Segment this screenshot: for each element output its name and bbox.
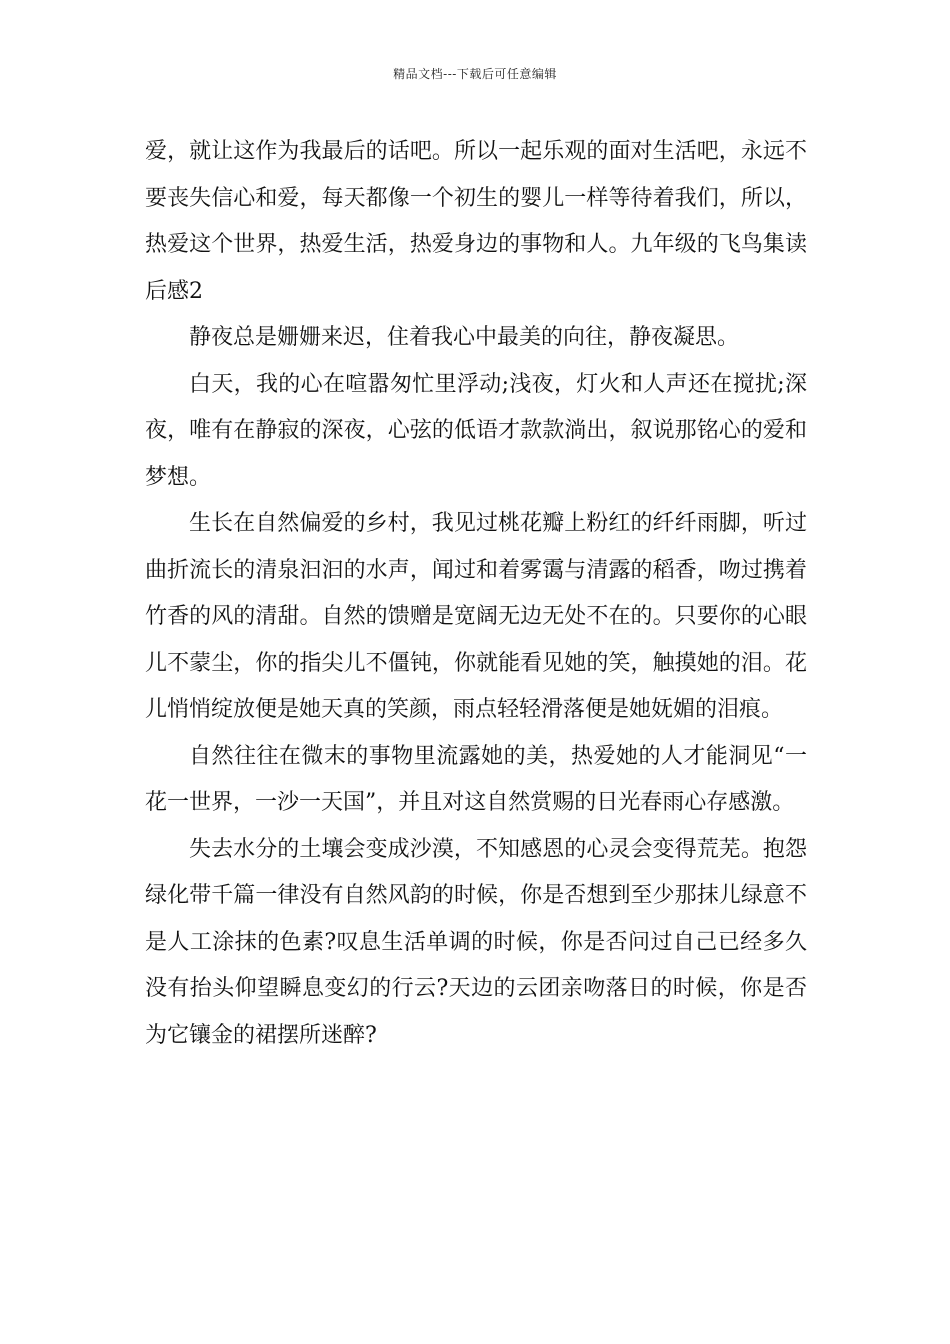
paragraph: 白天，我的心在喧嚣匆忙里浮动;浅夜，灯火和人声还在搅扰;深夜，唯有在静寂的深夜，心弦的低语才款款淌出，叙说那铭心的爱和梦想。 bbox=[145, 371, 807, 490]
page-header: 精品文档---下载后可任意编辑 bbox=[393, 67, 557, 81]
paragraph: 生长在自然偏爱的乡村，我见过桃花瓣上粉红的纤纤雨脚，听过曲折流长的清泉汩汩的水声，闻过和着雾霭与清露的稻香，吻过携着竹香的风的清甜。自然的馈赠是宽阔无边无处不在的。只要你的心眼儿不蒙尘，你的指尖儿不僵钝，你就能看见她的笑，触摸她的泪。花儿悄悄绽放便是她天真的笑颜，雨点轻轻滑落便是她妩媚的泪痕。 bbox=[145, 511, 807, 722]
paragraph: 爱，就让这作为我最后的话吧。所以一起乐观的面对生活吧，永远不要丧失信心和爱，每天都像一个初生的婴儿一样等待着我们，所以，热爱这个世界，热爱生活，热爱身边的事物和人。九年级的飞鸟集读后感2 bbox=[145, 139, 807, 304]
document-body bbox=[145, 129, 807, 1059]
paragraph: 静夜总是姗姗来迟，住着我心中最美的向往，静夜凝思。 bbox=[189, 325, 740, 350]
paragraph: 失去水分的土壤会变成沙漠，不知感恩的心灵会变得荒芜。抱怨绿化带千篇一律没有自然风韵的时候，你是否想到至少那抹儿绿意不是人工涂抹的色素?叹息生活单调的时候，你是否问过自己已经多久没有抬头仰望瞬息变幻的行云?天边的云团亲吻落日的时候，你是否为它镶金的裙摆所迷醉? bbox=[145, 836, 807, 1048]
paragraph: 自然往往在微末的事物里流露她的美，热爱她的人才能洞见“一花一世界，一沙一天国”，并且对这自然赏赐的日光春雨心存感激。 bbox=[145, 743, 807, 815]
